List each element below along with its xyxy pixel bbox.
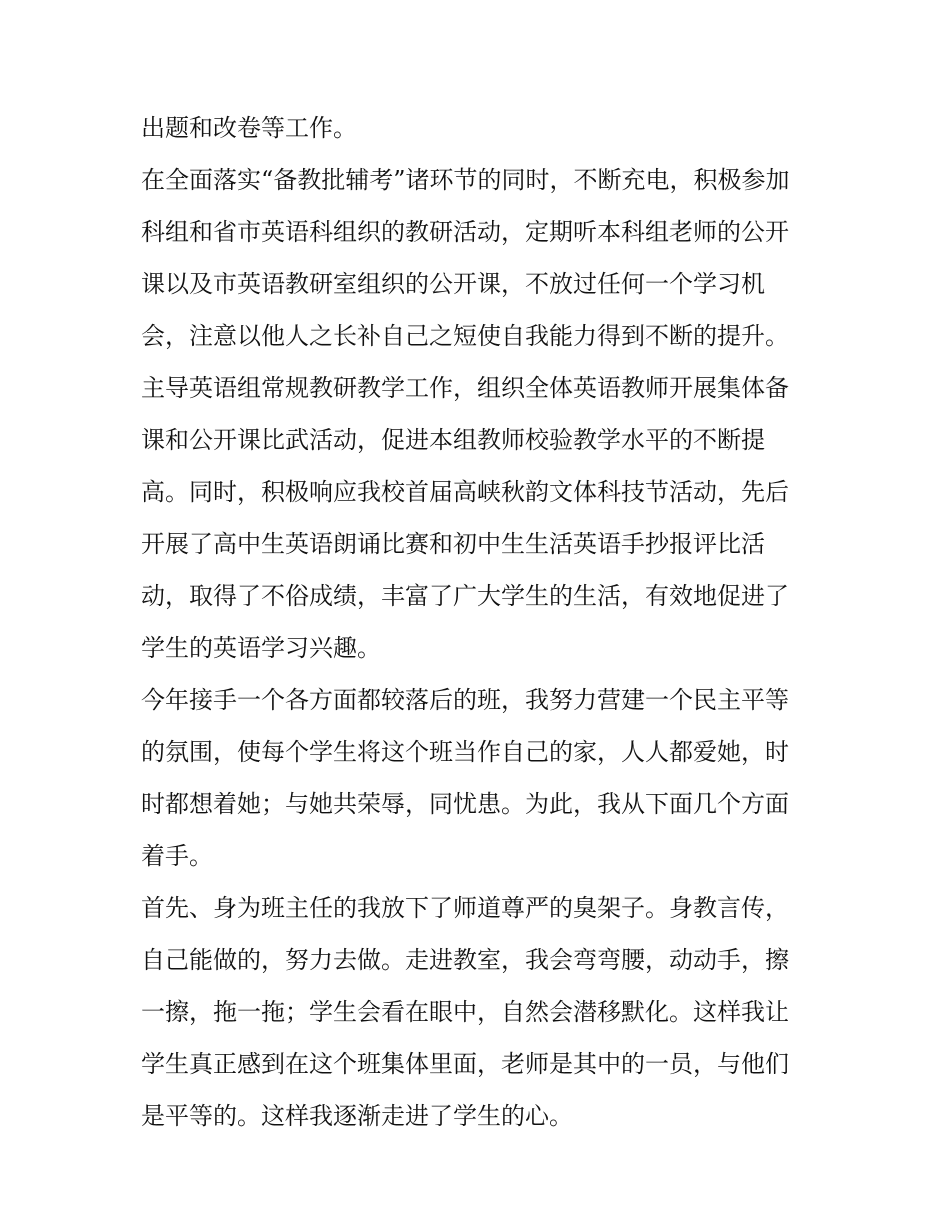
text-line: 今年接手一个各方面都较落后的班，我努力营建一个民主平等 — [141, 686, 789, 714]
text-line: 科组和省市英语科组织的教研活动，定期听本科组老师的公开 — [141, 218, 789, 246]
text-line: 高。同时，积极响应我校首届高峡秋韵文体科技节活动，先后 — [141, 478, 789, 506]
text-line: 是平等的。这样我逐渐走进了学生的心。 — [141, 1102, 573, 1130]
text-line: 会，注意以他人之长补自己之短使自我能力得到不断的提升。 — [141, 322, 789, 350]
text-line: 课和公开课比武活动，促进本组教师校验教学水平的不断提 — [141, 426, 765, 454]
paragraph-3 — [141, 362, 821, 674]
paragraph-5 — [141, 882, 821, 1142]
text-line: 学生真正感到在这个班集体里面，老师是其中的一员，与他们 — [141, 1050, 789, 1078]
paragraph-4 — [141, 674, 821, 882]
text-line: 时都想着她；与她共荣辱，同忧患。为此，我从下面几个方面 — [141, 790, 789, 818]
text-line: 的氛围，使每个学生将这个班当作自己的家，人人都爱她，时 — [141, 738, 789, 766]
paragraph-1 — [141, 102, 821, 154]
text-line: 课以及市英语教研室组织的公开课，不放过任何一个学习机 — [141, 270, 765, 298]
text-line: 自己能做的，努力去做。走进教室，我会弯弯腰，动动手，擦 — [141, 946, 789, 974]
text-line: 出题和改卷等工作。 — [141, 114, 357, 142]
text-line: 在全面落实“备教批辅考”诸环节的同时，不断充电，积极参加 — [141, 166, 790, 194]
text-line: 开展了高中生英语朗诵比赛和初中生生活英语手抄报评比活 — [141, 530, 765, 558]
text-line: 动，取得了不俗成绩，丰富了广大学生的生活，有效地促进了 — [141, 582, 789, 610]
text-line: 着手。 — [141, 842, 213, 870]
text-line: 一擦，拖一拖；学生会看在眼中，自然会潜移默化。这样我让 — [141, 998, 789, 1026]
paragraph-2 — [141, 154, 821, 362]
text-line: 主导英语组常规教研教学工作，组织全体英语教师开展集体备 — [141, 374, 789, 402]
text-line: 学生的英语学习兴趣。 — [141, 634, 381, 662]
body-text — [141, 102, 821, 1142]
text-line: 首先、身为班主任的我放下了师道尊严的臭架子。身教言传， — [141, 894, 789, 922]
